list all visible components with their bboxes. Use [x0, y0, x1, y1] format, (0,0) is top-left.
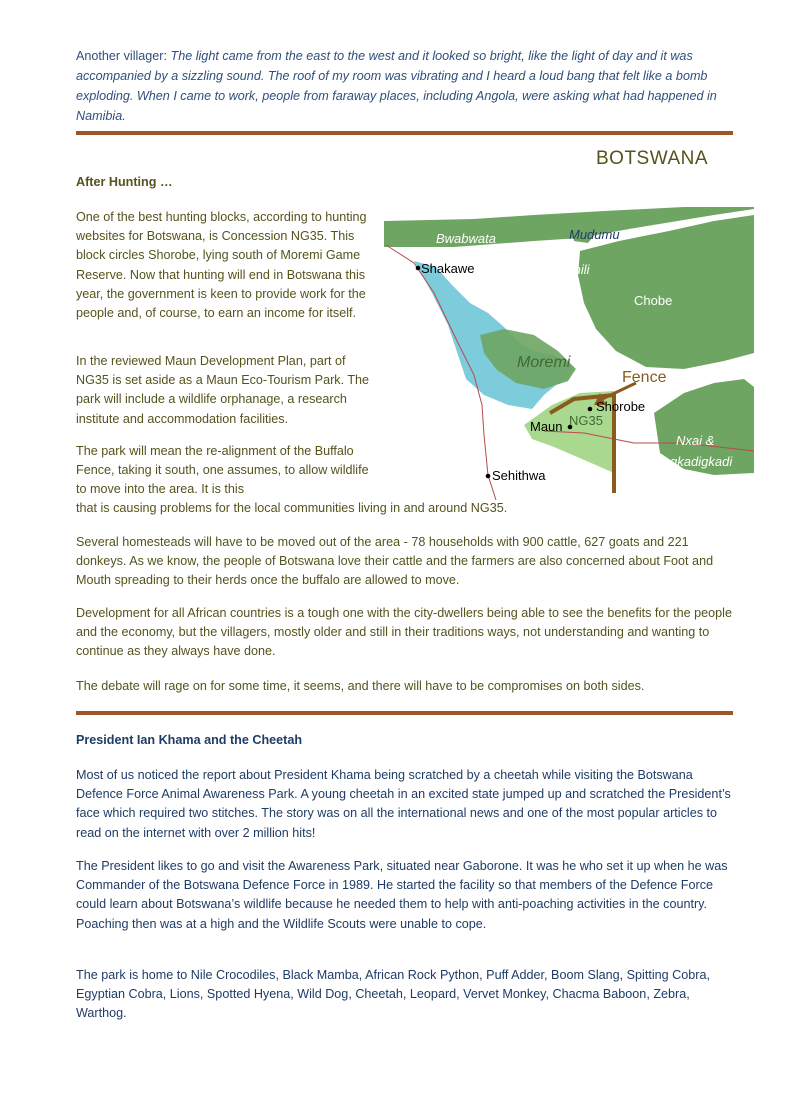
shakawe-label: Shakawe: [421, 261, 475, 276]
botswana-map: [384, 143, 754, 500]
sehithwa-dot: [486, 474, 491, 479]
section-divider: [76, 131, 733, 135]
quote-speaker: Another villager:: [76, 49, 171, 63]
khama-cheetah-paragraph-1: Most of us noticed the report about President Khama being scratched by a cheetah while visiting the Botswana Defence Force Animal Awareness Park. A young cheetah in an excited state jumped up and scratched the President’s face which required two stitches. The story was on all the international news and one of the most popular articles to read on the internet with over 2 million hits!: [76, 768, 731, 840]
after-hunting-paragraph-3-end: that is causing problems for the local communities living in and around NG35.: [76, 501, 508, 515]
khama-cheetah-heading: President Ian Khama and the Cheetah: [76, 733, 303, 747]
chobe-label: Chobe: [634, 293, 673, 308]
after-hunting-paragraph-2: In the reviewed Maun Development Plan, part of NG35 is set aside as a Maun Eco-Tourism Park. The park will include a wildlife orphanage, a research institute and accommodation facilities.: [76, 354, 370, 426]
magkadigkadi-label: Magkadigkadi: [652, 454, 733, 469]
shorobe-dot: [588, 407, 593, 412]
section-divider: [76, 711, 733, 715]
after-hunting-paragraph-6: The debate will rage on for some time, it seems, and there will have to be compromises on both sides.: [76, 679, 645, 693]
ng35-label: NG35: [569, 413, 603, 428]
mudumu-label: Mudumu: [569, 227, 620, 242]
after-hunting-paragraph-5: Development for all African countries is a tough one with the city-dwellers being able to see the benefits for the people and the economy, but the villagers, mostly older and still in their traditions ways, not understanding and wanting to continue as they always have done.: [76, 606, 732, 659]
villager-quote: [76, 46, 736, 126]
after-hunting-paragraph-1: One of the best hunting blocks, according to hunting websites for Botswana, is Concession NG35. This block circles Shorobe, lying south of Moremi Game Reserve. Now that hunting will end in Botswana this year, the government is keen to provide work for the people and, of course, to earn an income for itself.: [76, 210, 367, 321]
nxai-label: Nxai &: [676, 433, 715, 448]
after-hunting-heading: After Hunting …: [76, 175, 173, 189]
after-hunting-paragraph-4: Several homesteads will have to be moved out of the area - 78 households with 900 cattle, 627 goats and 221 donkeys. As we know, the people of Botswana love their cattle and the farmers are also concerned about Foot and Mouth spreading to their herds once the buffalo are allowed to move.: [76, 535, 714, 588]
maun-label: Maun: [530, 419, 563, 434]
after-hunting-paragraph-3: The park will mean the re-alignment of the Buffalo Fence, taking it south, one assumes, to allow wildlife to move into the area. It is this: [76, 444, 369, 497]
shakawe-dot: [416, 266, 421, 271]
sehithwa-label: Sehithwa: [492, 468, 546, 483]
moremi-label: Moremi: [517, 354, 571, 371]
mamili-label: Mamili: [552, 262, 590, 277]
bwabwata-label: Bwabwata: [436, 231, 496, 246]
khama-cheetah-paragraph-3: The park is home to Nile Crocodiles, Black Mamba, African Rock Python, Puff Adder, Boom Slang, Spitting Cobra, Egyptian Cobra, Lions, Spotted Hyena, Wild Dog, Cheetah, Leopard, Vervet Monkey, Chacma Baboon, Zebra, Warthog.: [76, 968, 710, 1021]
shorobe-label: Shorobe: [596, 399, 646, 414]
khama-cheetah-paragraph-2: The President likes to go and visit the Awareness Park, situated near Gaborone. It was he who set it up when he was Commander of the Botswana Defence Force in 1989. He started the facility so that members of the Defence Force could learn about Botswana’s wildlife because he needed them to help with anti-poaching activities in the country. Poaching then was at a high and the Wildlife Scouts were unable to cope.: [76, 859, 728, 931]
fence-label: Fence: [622, 369, 667, 386]
quote-text: The light came from the east to the west and it looked so bright, like the light of day and it was accompanied by a sizzling sound. The roof of my room was vibrating and I heard a loud bang that felt like a bomb exploding. When I came to work, people from faraway places, including Angola, were asking what had happened in Namibia.: [76, 49, 717, 123]
map-title: BOTSWANA: [596, 148, 709, 169]
